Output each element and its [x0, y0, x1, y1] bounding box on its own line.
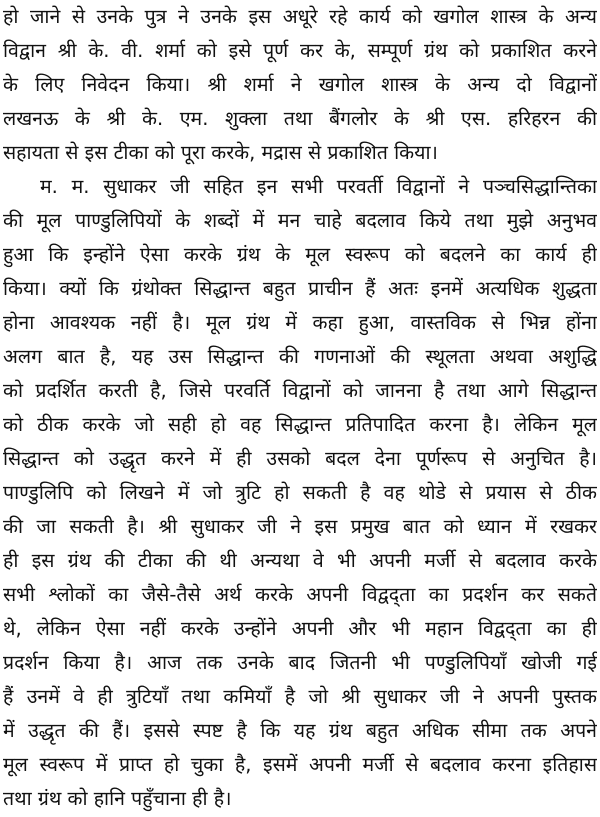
text-line: अलग बात है, यह उस सिद्धान्त की गणनाओं की स्थूलता अथवा अशुद्धि: [3, 345, 597, 368]
text-line: मूल स्वरूप में प्राप्त हो चुका है, इसमें अपनी मर्जी से बदलाव करना इतिहास: [3, 753, 597, 776]
paragraph-end-line: तथा ग्रंथ को हानि पहुँचाना ही है।: [3, 787, 232, 810]
paragraph-end-line: सहायता से इस टीका को पूरा करके, मद्रास से प्रकाशित किया।: [3, 141, 438, 164]
paragraph-start-line: म. म. सुधाकर जी सहित इन सभी परवर्ती विद्वानों ने पञ्चसिद्धान्तिका: [40, 175, 597, 198]
text-line: सभी श्लोकों का जैसे-तैसे अर्थ करके अपनी विद्वद्ता का प्रदर्शन कर सकते: [3, 583, 597, 606]
text-line: हुआ कि इन्होंने ऐसा करके ग्रंथ के मूल स्वरूप को बदलने का कार्य ही: [3, 243, 597, 266]
text-line: के लिए निवेदन किया। श्री शर्मा ने खगोल शास्त्र के अन्य दो विद्वानों: [3, 73, 597, 96]
text-line: पाण्डुलिपि को लिखने में जो त्रुटि हो सकती है वह थोडे से प्रयास से ठीक: [3, 481, 597, 504]
text-line: प्रदर्शन किया है। आज तक उनके बाद जितनी भी पण्डुलिपियाँ खोजी गई: [3, 651, 597, 674]
text-line: किया। क्यों कि ग्रंथोक्त सिद्धान्त बहुत प्राचीन हैं अतः इनमें अत्यधिक शुद्धता: [3, 277, 597, 300]
text-line: होना आवश्यक नहीं है। मूल ग्रंथ में कहा हुआ, वास्तविक से भिन्न होंना: [3, 311, 597, 334]
text-line: की जा सकती है। श्री सुधाकर जी ने इस प्रमुख बात को ध्यान में रखकर: [3, 515, 597, 538]
text-line: ही इस ग्रंथ की टीका की थी अन्यथा वे भी अपनी मर्जी से बदलाव करके: [3, 549, 597, 572]
text-line: को ठीक करके जो सही हो वह सिद्धान्त प्रतिपादित करना है। लेकिन मूल: [3, 413, 597, 436]
text-line: में उद्धृत की हैं। इससे स्पष्ट है कि यह ग्रंथ बहुत अधिक सीमा तक अपने: [3, 719, 597, 742]
text-line: को प्रदर्शित करती है, जिसे परवर्ति विद्वानों को जानना है तथा आगे सिद्धान्त: [3, 379, 597, 402]
text-line: लखनऊ के श्री के. एम. शुक्ला तथा बैंगलोर के श्री एस. हरिहरन की: [3, 107, 597, 130]
text-line: सिद्धान्त को उद्धृत करने में ही उसको बदल देना पूर्णरूप से अनुचित है।: [3, 447, 597, 470]
text-line: थे, लेकिन ऐसा नहीं करके उन्होंने अपनी और भी महान विद्वद्ता का ही: [3, 617, 597, 640]
text-line: विद्वान श्री के. वी. शर्मा को इसे पूर्ण कर के, सम्पूर्ण ग्रंथ को प्रकाशित करने: [3, 39, 597, 62]
text-line: हैं उनमें वे ही त्रुटियाँ तथा कमियाँ है जो श्री सुधाकर जी ने अपनी पुस्तक: [3, 685, 597, 708]
text-line: की मूल पाण्डुलिपियों के शब्दों में मन चाहे बदलाव किये तथा मुझे अनुभव: [3, 209, 597, 232]
text-line: हो जाने से उनके पुत्र ने उनके इस अधूरे रहे कार्य को खगोल शास्त्र के अन्य: [3, 5, 597, 28]
